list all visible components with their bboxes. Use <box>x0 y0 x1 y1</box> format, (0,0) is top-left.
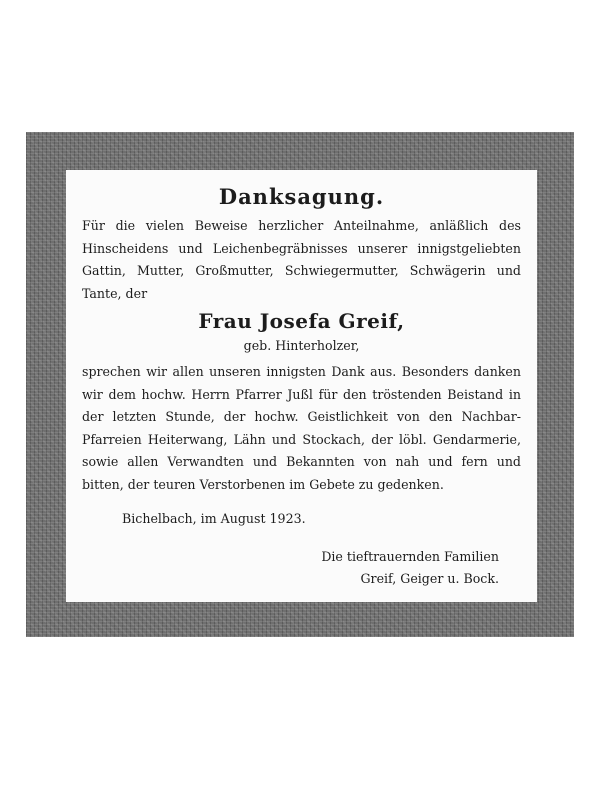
signature-block <box>82 546 499 590</box>
signature-line-families: Die tieftrauernden Familien <box>321 549 499 564</box>
maiden-name: geb. Hinterholzer, <box>243 338 360 353</box>
notice-paragraph-thanks: sprechen wir allen unseren innigsten Dank aus. Besonders danken wir dem hochw. Herrn Pfarrer Jußl für den tröstenden Beistand in der letzten Stunde, der hochw. Geistlichkeit von den Nachbar-Pfarreien Heiterwang, Lähn und Stockach, der löbl. Gendarmerie, sowie allen Verwandten und Bekannten von nah und fern und bitten, der teuren Verstorbenen im Gebete zu gedenken. <box>82 364 521 492</box>
place-and-date: Bichelbach, im August 1923. <box>122 511 306 526</box>
notice-paragraph-intro: Für die vielen Beweise herzlicher Anteilnahme, anläßlich des Hinscheidens und Leichenbegräbnisses unserer innigstgeliebten Gattin, Mutter, Großmutter, Schwiegermutter, Schwägerin und Tante, der <box>82 218 521 301</box>
deceased-name: Frau Josefa Greif, <box>198 309 405 333</box>
signature-line-names: Greif, Geiger u. Bock. <box>360 571 499 586</box>
notice-title: Danksagung. <box>218 184 385 209</box>
death-notice-card <box>66 170 537 602</box>
